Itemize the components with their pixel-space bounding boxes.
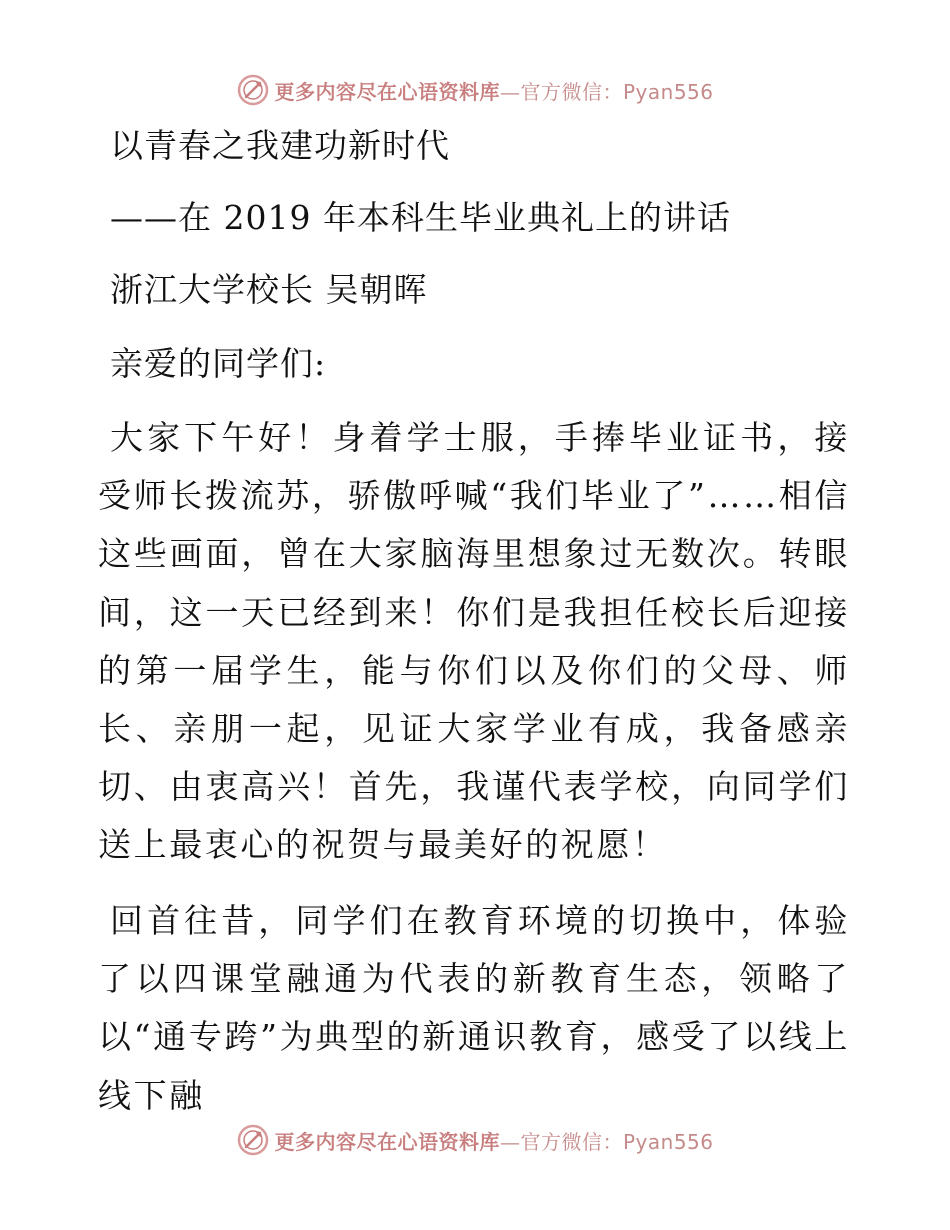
speech-subtitle: ——在 2019 年本科生毕业典礼上的讲话 (110, 198, 731, 237)
watermark-logo-icon (236, 73, 270, 107)
watermark-header (0, 68, 950, 112)
watermark-main: 更多内容尽在心语资料库 (274, 1129, 500, 1154)
watermark-official: —官方微信： (499, 1129, 623, 1154)
watermark-logo-icon (236, 1123, 270, 1157)
watermark-footer (0, 1118, 950, 1162)
watermark-main: 更多内容尽在心语资料库 (274, 79, 500, 104)
body-paragraph-2: 回首往昔，同学们在教育环境的切换中，体验了以四课堂融通为代表的新教育生态，领略了以“通专跨”为典型的新通识教育，感受了以线上线下融 (98, 901, 850, 1115)
watermark-official: —官方微信： (499, 79, 623, 104)
speech-author: 浙江大学校长 吴朝晖 (110, 270, 428, 309)
body-paragraph-1: 大家下午好！身着学士服，手捧毕业证书，接受师长拨流苏，骄傲呼喊“我们毕业了”……相信这些画面，曾在大家脑海里想象过无数次。转眼间，这一天已经到来！你们是我担任校长后迎接的第一届学生，能与你们以及你们的父母、师长、亲朋一起，见证大家学业有成，我备感亲切、由衷高兴！首先，我谨代表学校，向同学们送上最衷心的祝贺与最美好的祝愿！ (98, 418, 850, 865)
watermark-id: Pyan556 (622, 79, 714, 104)
speech-greeting: 亲爱的同学们: (110, 344, 327, 383)
watermark-text (274, 76, 713, 105)
watermark-text (274, 1126, 713, 1155)
watermark-id: Pyan556 (622, 1129, 714, 1154)
speech-title: 以青春之我建功新时代 (110, 126, 450, 165)
